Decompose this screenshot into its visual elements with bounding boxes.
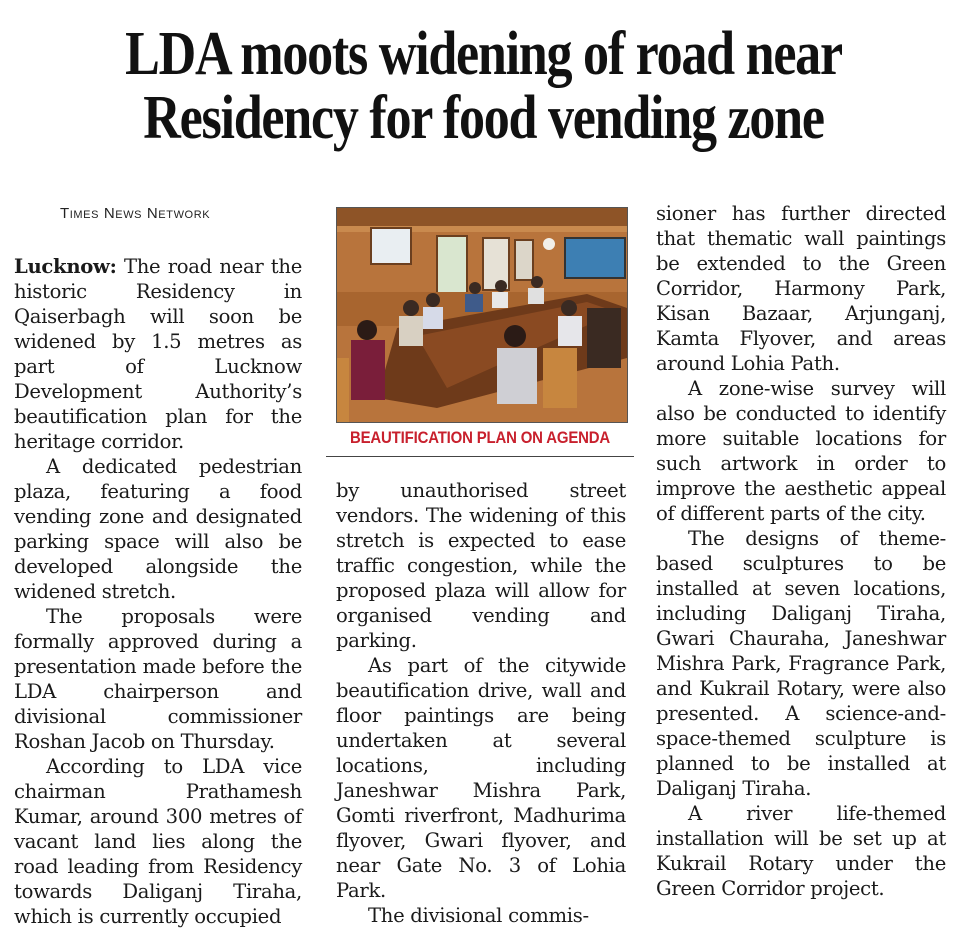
photo-caption: BEAUTIFICATION PLAN ON AGENDA (349, 428, 611, 447)
paragraph: A river life-themed installation will be set up at Kukrail Rotary under the Green Corridor project. (656, 802, 946, 900)
headline-line-2: Residency for food vending zone (143, 84, 824, 152)
paragraph: The divisional commis- (368, 904, 589, 927)
article-column-3 (656, 201, 946, 901)
article-column-2 (336, 478, 626, 928)
headline-line-1: LDA moots widening of road near (125, 20, 842, 88)
headline (84, 22, 883, 150)
paragraph: A dedicated pedestrian plaza, featuring a food vending zone and designated parking space will also be developed alongside the widened stretch. (14, 455, 302, 603)
caption-divider (326, 456, 634, 457)
paragraph: As part of the citywide beautification drive, wall and floor paintings are being undertaken at several locations, including Janeshwar Mishra Park, Gomti riverfront, Madhurima flyover, Gwari flyover, and near Gate No. 3 of Lohia Park. (336, 654, 626, 902)
paragraph (14, 254, 302, 454)
meeting-photo (336, 207, 628, 423)
dateline: Lucknow: (14, 255, 117, 278)
paragraph: The designs of theme-based sculptures to be installed at seven locations, including Daliganj Tiraha, Gwari Chauraha, Janeshwar Mishra Park, Fragrance Park, and Kukrail Rotary, were also presented. A science-and-space-themed sculpture is planned to be installed at Daliganj Tiraha. (656, 527, 946, 800)
paragraph: A zone-wise survey will also be conducted to identify more suitable locations for such artwork in order to improve the aesthetic appeal of different parts of the city. (656, 377, 946, 525)
paragraph: sioner has further directed that thematic wall paintings be extended to the Green Corridor, Harmony Park, Kisan Bazaar, Arjunganj, Kamta Flyover, and areas around Lohia Path. (656, 202, 946, 375)
paragraph-text: The road near the historic Residency in Qaiserbagh will soon be widened by 1.5 metres as part of Lucknow Development Authority’s beautification plan for the heritage corridor. (14, 255, 302, 453)
byline: Times News Network (60, 205, 211, 222)
article-column-1 (14, 254, 302, 929)
paragraph: According to LDA vice chairman Prathamesh Kumar, around 300 metres of vacant land lies along the road leading from Residency towards Daliganj Tiraha, which is currently occupied (14, 755, 302, 928)
paragraph: The proposals were formally approved during a presentation made before the LDA chairperson and divisional commissioner Roshan Jacob on Thursday. (14, 605, 302, 753)
paragraph: by unauthorised street vendors. The widening of this stretch is expected to ease traffic congestion, while the proposed plaza will allow for organised vending and parking. (336, 479, 626, 652)
